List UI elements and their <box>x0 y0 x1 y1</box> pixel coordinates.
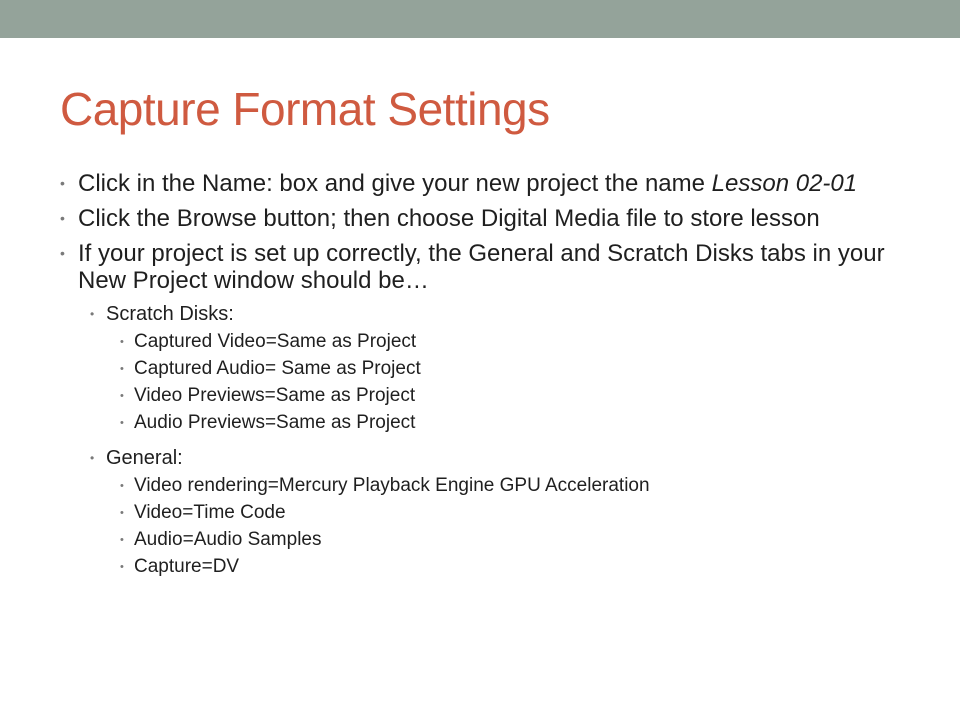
list-item <box>120 502 910 524</box>
bullet-text: Click the Browse button; then choose Digital Media file to store lesson <box>78 205 820 232</box>
list-item <box>120 412 910 434</box>
list-item <box>120 385 910 407</box>
scratch-disks-list <box>120 331 910 434</box>
bullet-icon: • <box>60 210 65 226</box>
slide-body <box>60 170 910 578</box>
list-item <box>120 556 910 578</box>
bullet-icon: • <box>90 451 95 465</box>
bullet-icon: • <box>120 561 124 573</box>
bullet-text: If your project is set up correctly, the General and Scratch Disks tabs in your New Project window should be… <box>78 240 885 294</box>
list-item-text: Audio=Audio Samples <box>134 529 322 550</box>
bullet-emphasis: Lesson 02-01 <box>711 170 858 197</box>
bullet-icon: • <box>120 417 124 429</box>
list-item-text: Audio Previews=Same as Project <box>134 412 416 433</box>
section-heading-text: Scratch Disks: <box>106 303 234 325</box>
general-list <box>120 475 910 578</box>
list-item <box>120 331 910 353</box>
top-accent-bar <box>0 0 960 38</box>
bullet-item <box>60 240 910 294</box>
bullet-icon: • <box>60 175 65 191</box>
list-item <box>120 529 910 551</box>
section-heading-scratch-disks <box>90 302 910 326</box>
bullet-icon: • <box>120 390 124 402</box>
section-heading-general <box>90 446 910 470</box>
list-item <box>120 358 910 380</box>
list-item-text: Captured Audio= Same as Project <box>134 358 421 379</box>
bullet-icon: • <box>120 336 124 348</box>
list-item-text: Video rendering=Mercury Playback Engine GPU Acceleration <box>134 475 650 496</box>
bullet-icon: • <box>120 507 124 519</box>
settings-sections <box>90 302 910 578</box>
slide-title: Capture Format Settings <box>60 83 550 135</box>
bullet-icon: • <box>120 363 124 375</box>
bullet-item <box>60 170 910 197</box>
bullet-icon: • <box>90 307 95 321</box>
bullet-icon: • <box>60 245 65 261</box>
section-heading-text: General: <box>106 447 183 469</box>
bullet-text: Click in the Name: box and give your new project the name <box>78 170 712 197</box>
list-item-text: Captured Video=Same as Project <box>134 331 417 352</box>
bullet-item <box>60 205 910 232</box>
list-item-text: Capture=DV <box>134 556 240 577</box>
bullet-icon: • <box>120 480 124 492</box>
list-item <box>120 475 910 497</box>
bullet-icon: • <box>120 534 124 546</box>
list-item-text: Video Previews=Same as Project <box>134 385 416 406</box>
list-item-text: Video=Time Code <box>134 502 286 523</box>
